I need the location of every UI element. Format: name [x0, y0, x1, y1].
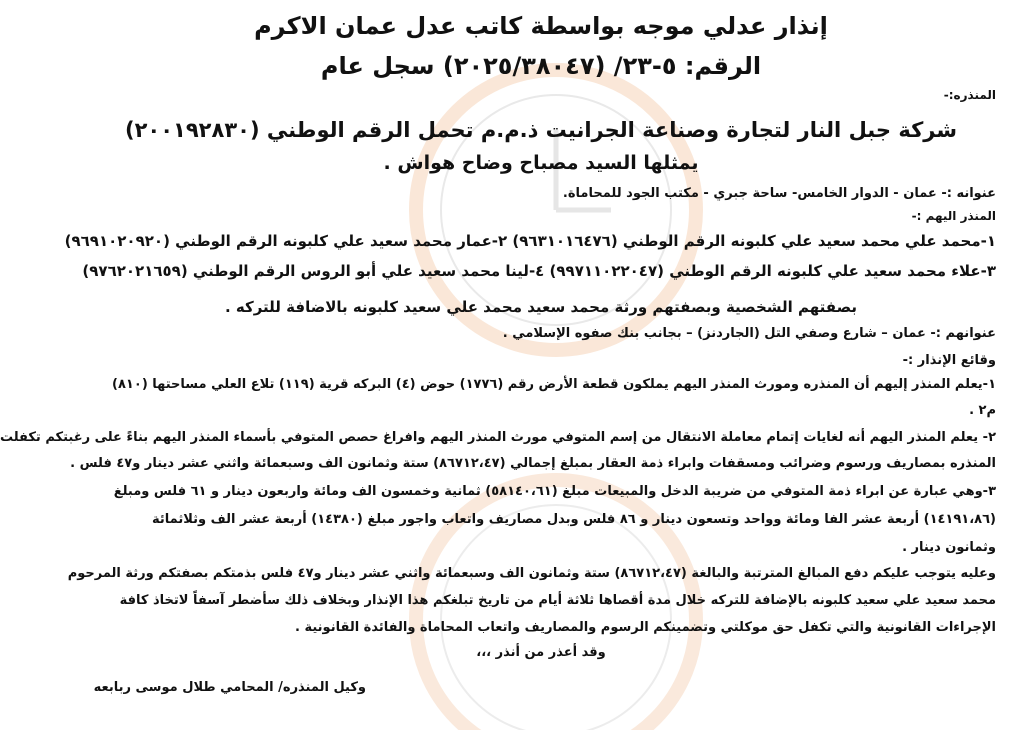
fact-3-line-1: ٣-وهي عبارة عن ابراء ذمة المتوفي من ضريبة الدخل والمبيعات مبلغ (٥٨١٤٠،٦١) ثمانية وخمسون الف ومائة واربعون دينار و ٦١ فلس ومبلغ: [113, 484, 996, 499]
fact-2-line-1: ٢- يعلم المنذر اليهم أنه لغايات إتمام معاملة الانتقال من إسم المتوفي مورث المنذر اليهم وافراغ حصص المتوفي بأسماء المنذر اليهم بناءً على رغبتكم تكفلت: [0, 430, 996, 445]
plaintiff-representative: يمثلها السيد مصباح وضاح هواش .: [383, 152, 699, 174]
demand-line-1: وعليه يتوجب عليكم دفع المبالغ المترتبة والبالغة (٨٦٧١٢،٤٧) ستة وثمانون الف وسبعمائة واثني عشر دينار و٤٧ فلس بذمتكم بصفتكم ورثة المرحوم: [67, 566, 996, 581]
demand-line-2: محمد سعيد علي سعيد كلبونه بالإضافة للتركه خلال مدة أقصاها ثلاثة أيام من تاريخ تبلغكم هذا الإنذار وبخلاف ذلك سأضطر آسفاً لاتخاذ كافة: [119, 593, 996, 608]
defendants-label: المنذر اليهم :-: [911, 209, 996, 223]
defendants-address: عنوانهم :- عمان – شارع وصفي التل (الجاردنز) – بجانب بنك صفوه الإسلامي .: [502, 326, 996, 341]
defendants-row-2: ٣-علاء محمد سعيد علي كلبونه الرقم الوطني (٩٩٧١١٠٢٢٠٤٧) ٤-لينا محمد سعيد علي أبو الروس الرقم الوطني (٩٧٦٢٠٢١٦٥٩): [82, 262, 996, 280]
facts-label: وقائع الإنذار :-: [902, 353, 996, 368]
fact-1-line-1: ١-يعلم المنذر إليهم أن المنذره ومورث المنذر اليهم يملكون قطعة الأرض رقم (١٧٧٦) حوض (٤) البركه قرية (١١٩) تلاع العلي مساحتها (٨١٠): [112, 377, 996, 392]
demand-line-3: الإجراءات القانونية والتي تكفل حق موكلتي وتضمينكم الرسوم والمصاريف واتعاب المحاماة والفائدة القانونية .: [295, 620, 996, 635]
notice-title: إنذار عدلي موجه بواسطة كاتب عدل عمان الاكرم: [254, 12, 828, 40]
fact-3-line-2: (١٤١٩١،٨٦) أربعة عشر الفا ومائة وواحد وتسعون دينار و ٨٦ فلس وبدل مصاريف واتعاب واجور مبلغ (١٤٣٨٠) أربعة عشر الف وثلاثمائة: [152, 512, 996, 527]
notice-reference: الرقم: ٥-٢٣/ (٢٠٢٥/٣٨٠٤٧) سجل عام: [320, 52, 762, 80]
plaintiff-company: شركة جبل النار لتجارة وصناعة الجرانيت ذ.م.م تحمل الرقم الوطني (٢٠٠١٩٢٨٣٠): [124, 118, 957, 142]
defendants-capacity: بصفتهم الشخصية وبصفتهم ورثة محمد سعيد محمد علي سعيد كلبونه بالاضافة للتركه .: [224, 298, 858, 316]
fact-2-line-2: المنذره بمصاريف ورسوم وضرائب ومسقفات وابراء ذمة العقار بمبلغ إجمالي (٨٦٧١٢،٤٧) ستة وثمانون الف وسبعمائة واثني عشر دينار و٤٧ فلس .: [70, 456, 996, 471]
fact-3-line-3: وثمانون دينار .: [902, 540, 996, 555]
defendants-row-1: ١-محمد علي محمد سعيد علي كلبونه الرقم الوطني (٩٦٣١٠١٦٤٧٦) ٢-عمار محمد سعيد علي كلبونه الرقم الوطني (٩٦٩١٠٢٠٩٢٠): [64, 232, 996, 250]
lawyer-signature: وكيل المنذره/ المحامي طلال موسى ربابعه: [93, 680, 366, 695]
fact-1-line-2: م٢ .: [969, 403, 996, 418]
closing-phrase: وقد أعذر من أنذر ،،،: [476, 645, 606, 660]
plaintiff-label: المنذره:-: [943, 88, 996, 102]
plaintiff-address: عنوانه :- عمان - الدوار الخامس- ساحة جبري - مكتب الجود للمحاماة.: [562, 186, 996, 201]
